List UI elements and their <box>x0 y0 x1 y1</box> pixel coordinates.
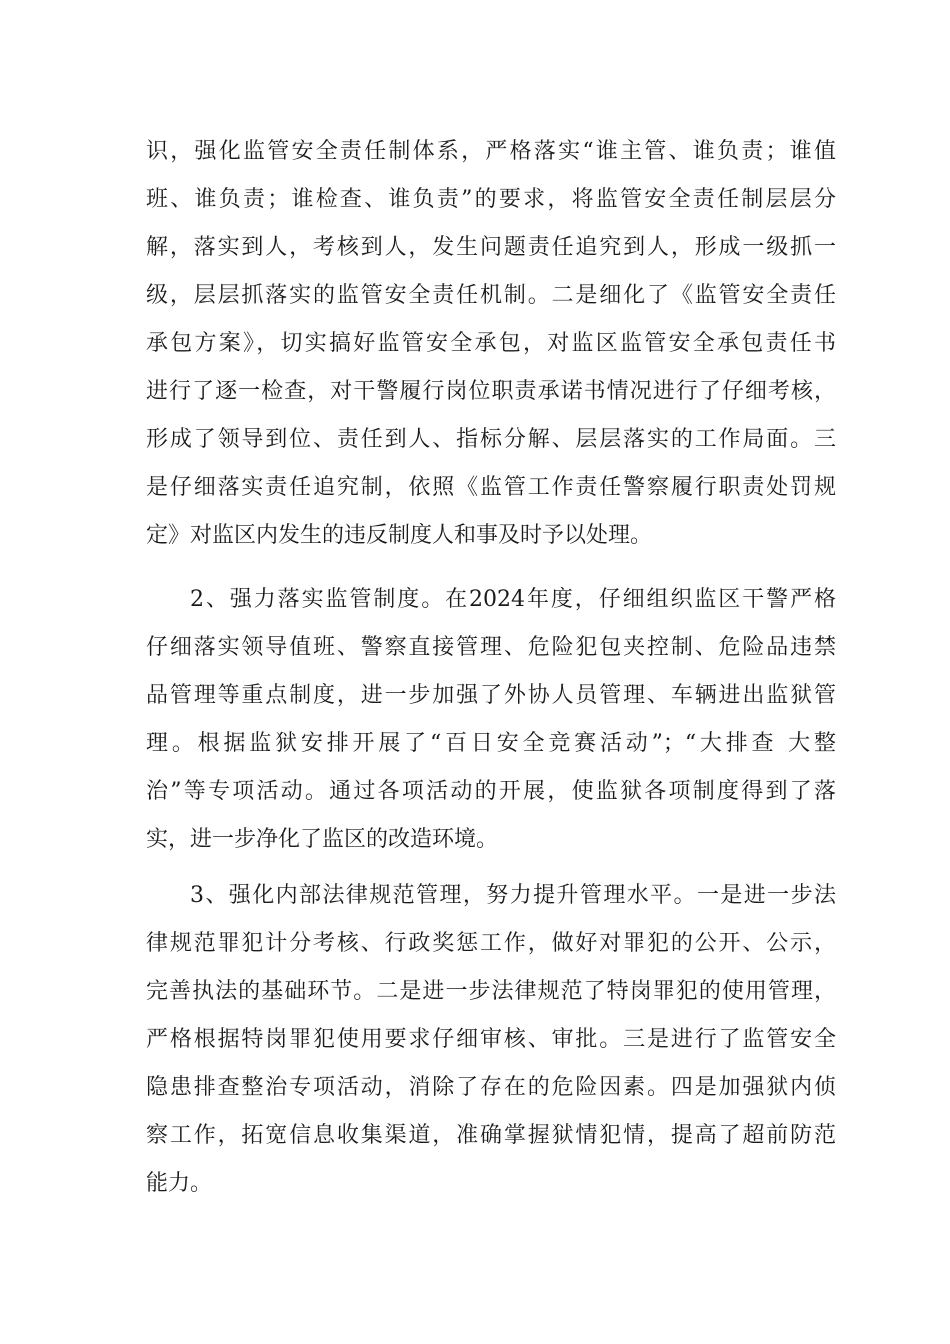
text-line: 理。根据监狱安排开展了“百日安全竞赛活动”；“大排查 大整 <box>146 731 836 756</box>
text-line: 解，落实到人，考核到人，发生问题责任追究到人，形成一级抓一 <box>146 235 836 260</box>
text-line: 实，进一步净化了监区的改造环境。 <box>146 827 499 852</box>
text-line: 进行了逐一检查，对干警履行岗位职责承诺书情况进行了仔细考核， <box>146 379 836 404</box>
text-line: 治”等专项活动。通过各项活动的开展，使监狱各项制度得到了落 <box>146 779 836 804</box>
text-line: 仔细落实领导值班、警察直接管理、危险犯包夹控制、危险品违禁 <box>146 635 836 660</box>
text-line: 品管理等重点制度，进一步加强了外协人员管理、车辆进出监狱管 <box>146 683 836 708</box>
text-line: 识，强化监管安全责任制体系，严格落实“谁主管、谁负责；谁值 <box>146 139 836 164</box>
text-line: 是仔细落实责任追究制，依照《监管工作责任警察履行职责处罚规 <box>146 475 836 500</box>
text-line: 能力。 <box>146 1171 213 1196</box>
text-line: 班、谁负责；谁检查、谁负责”的要求，将监管安全责任制层层分 <box>146 187 836 212</box>
text-line: 3、强化内部法律规范管理，努力提升管理水平。一是进一步法 <box>190 883 836 908</box>
text-line: 2、强力落实监管制度。在2024年度，仔细组织监区干警严格 <box>190 587 836 612</box>
text-line: 察工作，拓宽信息收集渠道，准确掌握狱情犯情，提高了超前防范 <box>146 1123 836 1148</box>
text-line: 完善执法的基础环节。二是进一步法律规范了特岗罪犯的使用管理， <box>146 979 836 1004</box>
text-line: 严格根据特岗罪犯使用要求仔细审核、审批。三是进行了监管安全 <box>146 1027 836 1052</box>
text-line: 隐患排查整治专项活动，消除了存在的危险因素。四是加强狱内侦 <box>146 1075 836 1100</box>
text-line: 级，层层抓落实的监管安全责任机制。二是细化了《监管安全责任 <box>146 283 836 308</box>
text-line: 定》对监区内发生的违反制度人和事及时予以处理。 <box>146 523 653 548</box>
text-line: 承包方案》，切实搞好监管安全承包，对监区监管安全承包责任书 <box>146 331 836 356</box>
text-line: 形成了领导到位、责任到人、指标分解、层层落实的工作局面。三 <box>146 427 836 452</box>
text-line: 律规范罪犯计分考核、行政奖惩工作，做好对罪犯的公开、公示， <box>146 931 836 956</box>
